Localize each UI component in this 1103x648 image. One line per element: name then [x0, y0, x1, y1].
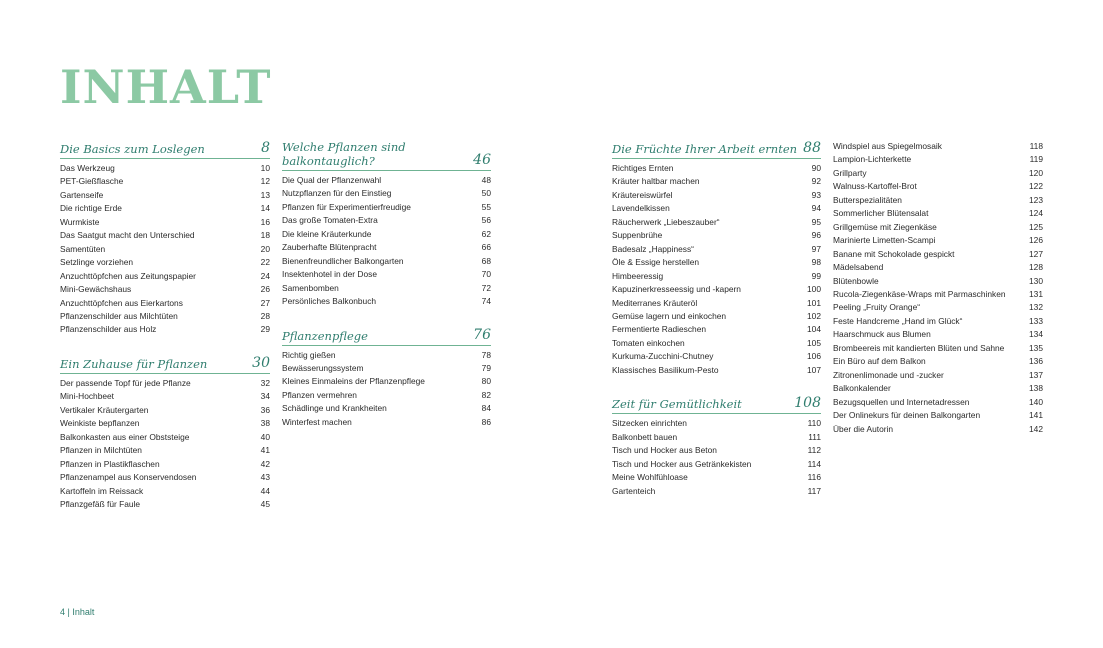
entry-page-number: 18: [260, 230, 270, 241]
entry-page-number: 130: [1029, 275, 1043, 286]
entry-page-number: 118: [1029, 141, 1043, 151]
section-header: [612, 395, 821, 414]
toc-entry: [833, 369, 1043, 382]
toc-entry: [60, 256, 270, 269]
entry-label: Winterfest machen: [282, 416, 352, 427]
entry-label: Klassisches Basilikum-Pesto: [612, 364, 719, 375]
entry-page-number: 42: [260, 458, 270, 469]
entry-page-number: 138: [1029, 383, 1043, 394]
entry-label: Tisch und Hocker aus Beton: [612, 445, 717, 456]
entry-label: Peeling „Fruity Orange“: [833, 302, 921, 313]
entry-label: Anzuchttöpfchen aus Zeitungspapier: [60, 270, 196, 281]
entry-label: Samenbomben: [282, 282, 339, 293]
toc-entry: [833, 180, 1043, 193]
entry-page-number: 55: [481, 201, 491, 212]
toc-entry: [612, 310, 821, 323]
entry-page-number: 38: [260, 418, 270, 429]
toc-entry: [833, 382, 1043, 395]
entry-page-number: 90: [811, 163, 821, 173]
toc-entry: [612, 297, 821, 310]
entry-page-number: 36: [260, 404, 270, 415]
entry-page-number: 16: [260, 216, 270, 227]
entry-label: Pflanzen in Milchtüten: [60, 445, 142, 456]
entry-label: Haarschmuck aus Blumen: [833, 329, 931, 340]
toc-entry: [282, 268, 491, 281]
entry-page-number: 10: [260, 163, 270, 173]
toc-entry: [833, 261, 1043, 274]
toc-entry: [612, 458, 821, 471]
toc-section: [60, 140, 270, 337]
section-header: [282, 140, 491, 171]
entry-page-number: 56: [481, 215, 491, 226]
toc-entry: [833, 423, 1043, 436]
toc-entry: [282, 402, 491, 415]
entry-page-number: 43: [260, 472, 270, 483]
entry-label: Anzuchttöpfchen aus Eierkartons: [60, 297, 183, 308]
entry-page-number: 68: [481, 255, 491, 266]
entry-label: Feste Handcreme „Hand im Glück“: [833, 315, 963, 326]
entry-page-number: 94: [811, 203, 821, 214]
toc-entry: [60, 404, 270, 417]
entry-page-number: 100: [807, 284, 821, 295]
entry-page-number: 107: [807, 364, 821, 375]
entry-label: Sitzecken einrichten: [612, 418, 687, 429]
entry-page-number: 27: [260, 297, 270, 308]
entry-page-number: 92: [811, 176, 821, 187]
entry-label: Das Werkzeug: [60, 163, 115, 173]
entry-page-number: 41: [260, 445, 270, 456]
toc-entry: [833, 409, 1043, 422]
entry-label: Zitronenlimonade und -zucker: [833, 369, 944, 380]
section-title: Die Früchte Ihrer Arbeit ernten: [612, 142, 798, 156]
toc-entry: [282, 295, 491, 308]
entry-page-number: 45: [260, 498, 270, 509]
entry-page-number: 98: [811, 257, 821, 268]
entry-label: Weinkiste bepflanzen: [60, 418, 140, 429]
toc-entry: [60, 162, 270, 175]
entry-label: Marinierte Limetten-Scampi: [833, 235, 936, 246]
entry-label: Balkonbett bauen: [612, 431, 678, 442]
entry-page-number: 74: [481, 296, 491, 307]
toc-entry: [282, 375, 491, 388]
toc-column-1: [60, 140, 270, 529]
entry-label: Samentüten: [60, 243, 106, 254]
toc-entry: [60, 471, 270, 484]
entry-label: Die kleine Kräuterkunde: [282, 228, 372, 239]
entry-page-number: 131: [1029, 288, 1043, 299]
toc-entry: [612, 431, 821, 444]
entry-label: Balkonkasten aus einer Obststeige: [60, 431, 190, 442]
entry-page-number: 95: [811, 216, 821, 227]
toc-entry: [60, 243, 270, 256]
entry-page-number: 40: [260, 431, 270, 442]
entry-page-number: 136: [1029, 356, 1043, 367]
toc-entry: [60, 175, 270, 188]
entry-page-number: 29: [260, 324, 270, 335]
entry-label: Bienenfreundlicher Balkongarten: [282, 255, 404, 266]
entry-label: Walnuss-Kartoffel-Brot: [833, 181, 917, 192]
entry-page-number: 114: [807, 458, 821, 469]
entry-label: Tisch und Hocker aus Getränkekisten: [612, 458, 752, 469]
entry-page-number: 24: [260, 270, 270, 281]
toc-entry: [833, 396, 1043, 409]
toc-entry: [282, 255, 491, 268]
entry-page-number: 34: [260, 391, 270, 402]
toc-entry: [612, 175, 821, 188]
entry-label: Suppenbrühe: [612, 230, 663, 241]
entry-page-number: 128: [1029, 262, 1043, 273]
section-title: Ein Zuhause für Pflanzen: [60, 356, 208, 371]
entry-page-number: 123: [1029, 194, 1043, 205]
entry-label: Grillgemüse mit Ziegenkäse: [833, 221, 937, 232]
section-header: [612, 140, 821, 159]
toc-entry: [612, 162, 821, 175]
entry-page-number: 13: [260, 189, 270, 200]
entry-page-number: 70: [481, 269, 491, 280]
toc-entry: [612, 202, 821, 215]
entry-page-number: 72: [481, 282, 491, 293]
entry-label: Himbeeressig: [612, 270, 664, 281]
toc-entry: [282, 228, 491, 241]
toc-entry: [612, 256, 821, 269]
toc-entry: [282, 174, 491, 187]
toc-column-4: [833, 140, 1043, 454]
entry-label: Mini-Hochbeet: [60, 391, 114, 402]
entry-page-number: 97: [811, 243, 821, 254]
entry-page-number: 142: [1029, 423, 1043, 434]
entry-label: Brombeereis mit kandierten Blüten und Sahne: [833, 342, 1005, 353]
entry-label: Gartenseife: [60, 189, 104, 200]
section-title: Welche Pflanzen sind balkontauglich?: [282, 140, 406, 168]
toc-entry: [833, 234, 1043, 247]
toc-entry: [282, 389, 491, 402]
entry-page-number: 126: [1029, 235, 1043, 246]
toc-entry: [282, 416, 491, 429]
toc-entry: [60, 377, 270, 390]
toc-entry: [833, 355, 1043, 368]
entry-label: Nutzpflanzen für den Einstieg: [282, 188, 392, 199]
toc-entry: [60, 189, 270, 202]
entry-label: Pflanzenampel aus Konservendosen: [60, 472, 197, 483]
entry-page-number: 20: [260, 243, 270, 254]
entry-label: Pflanzenschilder aus Holz: [60, 324, 157, 335]
entry-page-number: 111: [808, 431, 821, 442]
entry-page-number: 106: [807, 351, 821, 362]
entry-label: Pflanzen in Plastikflaschen: [60, 458, 160, 469]
entry-label: Pflanzen für Experimentierfreudige: [282, 201, 411, 212]
entry-label: Richtig gießen: [282, 349, 336, 360]
entry-page-number: 125: [1029, 221, 1043, 232]
entry-page-number: 133: [1029, 315, 1043, 326]
entry-page-number: 102: [807, 310, 821, 321]
toc-entry: [612, 364, 821, 377]
entry-label: Kurkuma-Zucchini-Chutney: [612, 351, 714, 362]
toc-entry: [833, 248, 1043, 261]
entry-label: Ein Büro auf dem Balkon: [833, 356, 926, 367]
entry-label: Gemüse lagern und einkochen: [612, 310, 727, 321]
entry-label: Blütenbowle: [833, 275, 879, 286]
entry-page-number: 132: [1029, 302, 1043, 313]
entry-page-number: 135: [1029, 342, 1043, 353]
entry-page-number: 80: [481, 376, 491, 387]
entry-label: Setzlinge vorziehen: [60, 257, 134, 268]
toc-entry: [833, 153, 1043, 166]
entry-label: Lavendelkissen: [612, 203, 670, 214]
entry-label: Tomaten einkochen: [612, 337, 685, 348]
toc-entry: [60, 229, 270, 242]
toc-section: [282, 327, 491, 430]
section-page-number: 46: [473, 152, 491, 168]
toc-entry: [612, 471, 821, 484]
toc-entry: [833, 221, 1043, 234]
toc-entry: [282, 214, 491, 227]
section-page-number: 8: [261, 140, 270, 156]
toc-entry: [612, 189, 821, 202]
entry-page-number: 110: [807, 418, 821, 429]
entry-label: Kartoffeln im Reissack: [60, 485, 144, 496]
section-header: [282, 327, 491, 346]
page-footer: 4 | Inhalt: [60, 607, 95, 617]
entry-label: Mädelsabend: [833, 262, 884, 273]
entry-label: Pflanzen vermehren: [282, 389, 357, 400]
toc-section: [60, 355, 270, 512]
entry-page-number: 140: [1029, 396, 1043, 407]
entry-page-number: 99: [811, 270, 821, 281]
entry-page-number: 78: [481, 349, 491, 360]
toc-section: [282, 140, 491, 309]
entry-label: Vertikaler Kräutergarten: [60, 404, 149, 415]
entry-label: Gartenteich: [612, 485, 656, 496]
entry-label: Sommerlicher Blütensalat: [833, 208, 929, 219]
entry-page-number: 62: [481, 228, 491, 239]
toc-entry: [60, 498, 270, 511]
entry-page-number: 22: [260, 257, 270, 268]
toc-entry: [60, 283, 270, 296]
toc-entry: [833, 288, 1043, 301]
entry-page-number: 104: [807, 324, 821, 335]
toc-entry: [833, 140, 1043, 153]
toc-entry: [833, 328, 1043, 341]
entry-label: Rucola-Ziegenkäse-Wraps mit Parmaschinken: [833, 288, 1006, 299]
toc-entry: [60, 417, 270, 430]
toc-entry: [833, 194, 1043, 207]
toc-entry: [60, 270, 270, 283]
toc-entry: [60, 297, 270, 310]
section-header: [60, 355, 270, 374]
toc-entry: [60, 444, 270, 457]
entry-page-number: 137: [1029, 369, 1043, 380]
entry-label: Banane mit Schokolade gespickt: [833, 248, 955, 259]
entry-page-number: 50: [481, 188, 491, 199]
entry-page-number: 141: [1029, 410, 1043, 421]
entry-label: PET-Gießflasche: [60, 176, 124, 187]
toc-section: [612, 395, 821, 498]
toc-entry: [612, 417, 821, 430]
toc-entry: [612, 350, 821, 363]
entry-page-number: 122: [1029, 181, 1043, 192]
page-title: INHALT: [60, 60, 272, 114]
entry-label: Kräuter haltbar machen: [612, 176, 700, 187]
entry-page-number: 119: [1029, 154, 1043, 165]
toc-entry: [833, 207, 1043, 220]
toc-entry: [60, 216, 270, 229]
toc-entry: [282, 282, 491, 295]
entry-label: Kräutereiswürfel: [612, 189, 673, 200]
toc-section: [833, 140, 1043, 436]
entry-label: Wurmkiste: [60, 216, 100, 227]
entry-label: Zauberhafte Blütenpracht: [282, 242, 377, 253]
entry-label: Räucherwerk „Liebeszauber“: [612, 216, 720, 227]
entry-page-number: 84: [481, 403, 491, 414]
entry-label: Bewässerungssystem: [282, 362, 364, 373]
entry-page-number: 48: [481, 175, 491, 185]
section-page-number: 76: [473, 326, 491, 343]
entry-page-number: 117: [807, 485, 821, 496]
entry-page-number: 32: [260, 377, 270, 388]
entry-label: Pflanzenschilder aus Milchtüten: [60, 310, 178, 321]
toc-entry: [833, 342, 1043, 355]
entry-label: Balkonkalender: [833, 383, 891, 394]
entry-page-number: 86: [481, 416, 491, 427]
toc-entry: [612, 485, 821, 498]
entry-label: Die Qual der Pflanzenwahl: [282, 175, 382, 185]
toc-entry: [282, 187, 491, 200]
toc-column-3: [612, 140, 821, 516]
entry-label: Die richtige Erde: [60, 203, 122, 214]
entry-page-number: 28: [260, 310, 270, 321]
toc-entry: [833, 167, 1043, 180]
toc-entry: [612, 216, 821, 229]
toc-entry: [612, 337, 821, 350]
toc-entry: [282, 201, 491, 214]
toc-entry: [833, 275, 1043, 288]
toc-entry: [60, 485, 270, 498]
entry-label: Kleines Einmaleins der Pflanzenpflege: [282, 376, 425, 387]
section-header: [60, 140, 270, 159]
toc-entry: [60, 310, 270, 323]
entry-page-number: 101: [807, 297, 821, 308]
toc-entry: [282, 241, 491, 254]
entry-label: Fermentierte Radieschen: [612, 324, 707, 335]
toc-entry: [612, 270, 821, 283]
toc-entry: [282, 349, 491, 362]
toc-entry: [833, 301, 1043, 314]
entry-label: Grillparty: [833, 167, 867, 178]
entry-label: Kapuzinerkresseessig und -kapern: [612, 284, 741, 295]
toc-entry: [612, 323, 821, 336]
entry-label: Insektenhotel in der Dose: [282, 269, 377, 280]
entry-label: Über die Autorin: [833, 423, 894, 434]
entry-page-number: 79: [481, 362, 491, 373]
entry-page-number: 112: [807, 445, 821, 456]
toc-entry: [612, 444, 821, 457]
entry-page-number: 82: [481, 389, 491, 400]
entry-page-number: 120: [1029, 167, 1043, 178]
entry-label: Richtiges Ernten: [612, 163, 674, 173]
toc-entry: [60, 202, 270, 215]
toc-section: [612, 140, 821, 377]
entry-label: Der Onlinekurs für deinen Balkongarten: [833, 410, 981, 421]
entry-label: Meine Wohlfühloase: [612, 472, 688, 483]
entry-label: Pflanzgefäß für Faule: [60, 498, 141, 509]
entry-page-number: 96: [811, 230, 821, 241]
toc-column-2: [282, 140, 491, 447]
entry-label: Der passende Topf für jede Pflanze: [60, 377, 191, 388]
toc-entry: [612, 229, 821, 242]
entry-label: Lampion-Lichterkette: [833, 154, 912, 165]
entry-page-number: 14: [260, 203, 270, 214]
entry-page-number: 93: [811, 189, 821, 200]
section-title: Zeit für Gemütlichkeit: [612, 397, 742, 412]
entry-label: Das große Tomaten-Extra: [282, 215, 378, 226]
entry-label: Mediterranes Kräuteröl: [612, 297, 698, 308]
entry-label: Das Saatgut macht den Unterschied: [60, 230, 195, 241]
section-page-number: 108: [794, 395, 821, 412]
toc-entry: [833, 315, 1043, 328]
toc-entry: [612, 283, 821, 296]
section-title: Pflanzenpflege: [282, 328, 368, 343]
entry-label: Persönliches Balkonbuch: [282, 296, 377, 307]
toc-entry: [60, 323, 270, 336]
entry-page-number: 127: [1029, 248, 1043, 259]
entry-page-number: 12: [260, 176, 270, 187]
entry-label: Badesalz „Happiness“: [612, 243, 694, 254]
toc-entry: [60, 458, 270, 471]
section-page-number: 88: [803, 140, 821, 156]
entry-label: Öle & Essige herstellen: [612, 257, 700, 268]
entry-page-number: 116: [807, 472, 821, 483]
toc-entry: [282, 362, 491, 375]
entry-label: Bezugsquellen und Internetadressen: [833, 396, 970, 407]
entry-label: Windspiel aus Spiegelmosaik: [833, 141, 942, 151]
entry-page-number: 66: [481, 242, 491, 253]
toc-entry: [612, 243, 821, 256]
entry-label: Schädlinge und Krankheiten: [282, 403, 387, 414]
entry-page-number: 44: [260, 485, 270, 496]
entry-label: Butterspezialitäten: [833, 194, 902, 205]
entry-page-number: 26: [260, 284, 270, 295]
section-title: Die Basics zum Loslegen: [60, 142, 205, 156]
toc-entry: [60, 390, 270, 403]
section-page-number: 30: [252, 354, 270, 371]
entry-page-number: 105: [807, 337, 821, 348]
entry-page-number: 124: [1029, 208, 1043, 219]
entry-label: Mini-Gewächshaus: [60, 284, 132, 295]
toc-entry: [60, 431, 270, 444]
entry-page-number: 134: [1029, 329, 1043, 340]
